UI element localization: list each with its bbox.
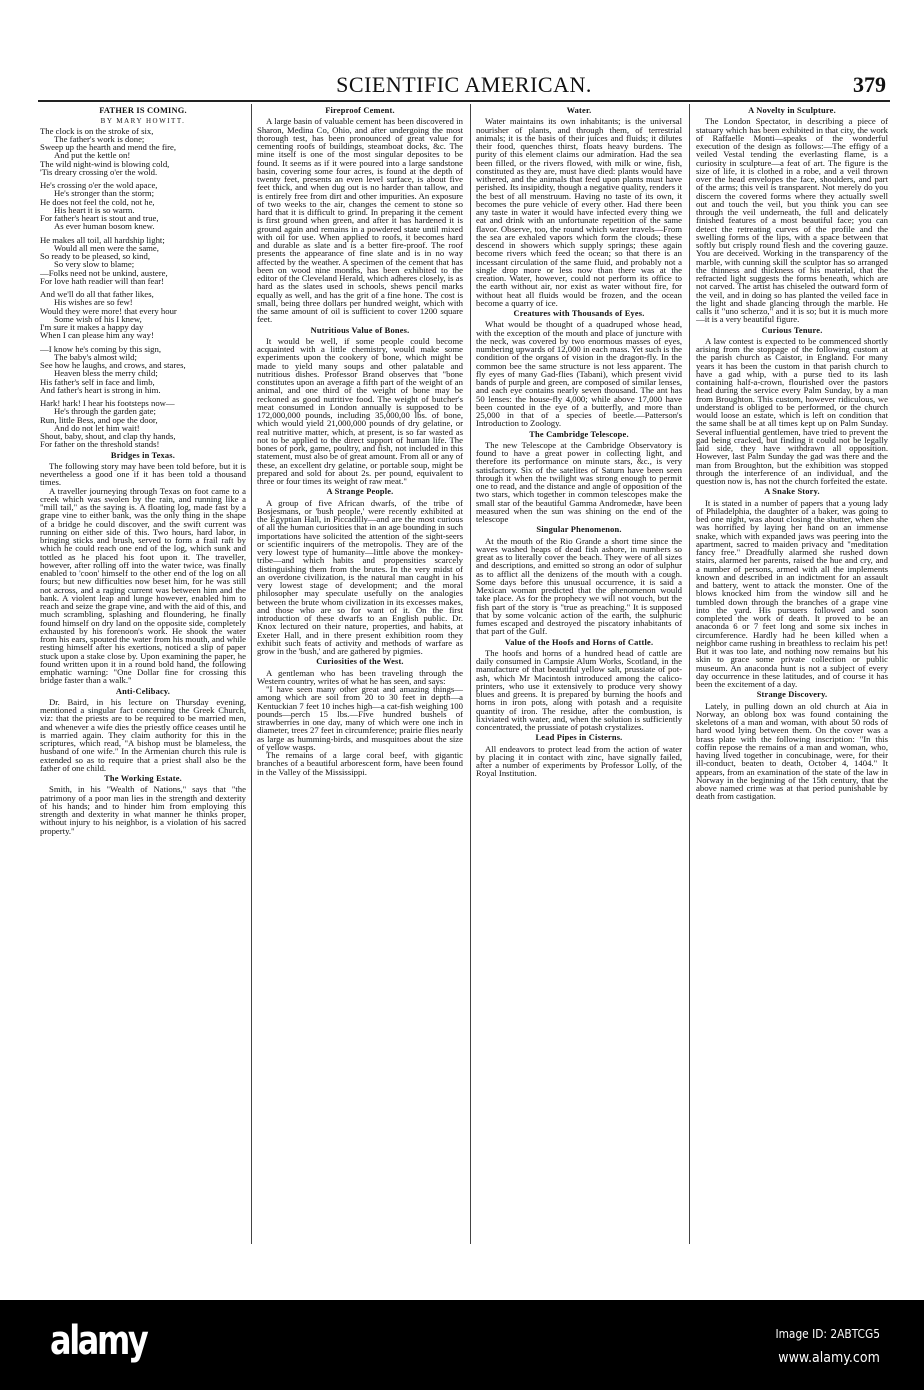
paragraph: Water maintains its own inhabitants; is the universal nourisher of plants, and through them, of terrestrial animals; it is the basis of their juices and fluids; it dilutes their food, quenches thirst, floats heavy burdens. The purity of this element claims our admiration. Had the sea been filled, or the rivers flowed, with milk or wine, fish, constituted as they are, must have died: plants would have withered, and the animals that feed upon plants must have perished. Its insipidity, though a negative quality, renders it the best of all menstruum. Having no taste of its own, it becomes the pure vehicle of every other. Had there been any taste in water it would have infected every thing we eat and drink with an unfortunate repetition of the same flavor. Observe, too, the round which water travels—From the sea are exhaled vapors which form the clouds; these descend in showers which supply springs; these again become rivers which feed the ocean; so that there is an incessant circulation of the same fluid, and probably not a single drop more or less now than there was at the creation. Water, however, could not perform its office to the earth without air, nor exist as water without fire, for without heat all fluids would be frozen, and the ocean become a quarry of ice. (476, 116, 682, 308)
paragraph: The new Telescope at the Cambridge Observatory is found to have a great power in collecting light, and therefore its performance on minute stars, &c., is very satisfactory. Six of the satelites of Saturn have been seen through it when the twilight was strong enough to permit one to read, and the distance and angle of opposition of the two stars, which together in common telescopes make the small star of the beautiful Gamma Andromedæ, have been measured when the sun was shining on the end of the telescope (476, 439, 682, 524)
poem-line: I'm sure it makes a happy day (40, 322, 144, 332)
watermark-footer (0, 1300, 924, 1390)
poem-line: And put the kettle on! (54, 150, 131, 161)
paragraph: A gentleman who has been traveling through the Western country, writes of what he has seen, and says: (257, 667, 463, 686)
article-heading: Singular Phenomenon. (536, 525, 622, 535)
poem-line: He's crossing o'er the wold apace, (40, 180, 158, 190)
poem-line: So very slow to blame; (54, 259, 135, 270)
article-heading: The Working Estate. (104, 774, 182, 783)
paragraph: A large basin of valuable cement has been discovered in Sharon, Medina Co, Ohio, and after undergoing the most thorough test, has been pronounced of great value for cementing roofs of buildings, steamboat docks, &c. The mine itself is one of the most singular deposites to be found. It seems as if it were poured into a large sandstone basin, covering some four acres, is found at the depth of twenty feet, presents an even level surface, is about five feet thick, and when dug out is no harder than tallow, and is entirely free from dirt and other impurities. An exposure of two weeks to the air, changes the cement to stone so hard that it is difficult to grind. In preparing it the cement is first ground when green, and after it has hardened it is ground again and remains in a powdered state until mixed with oil for use. When applied to roofs, it becomes hard and durable as slate and is a better fire-proof. The roof presents the appearance of fine slate and is in no way affected by the weather. A specimen of the cement that has been on wood nine months, has been exhibited to the editor of the Cleveland Herald, which adheres closely, is as hard as the slates used in schools, shews pencil marks equally as well, and has the grit of a fine hone. The cost is small, being three dollars per hundred weight, which with the same amount of oil is sufficient to cover 1200 square feet. (257, 116, 463, 325)
poem-line: The father's work is done; (54, 133, 145, 144)
paragraph: The London Spectator, in describing a piece of statuary which has been exhibited in that city, the work of Raffaelle Monti—speaks of the wonderful execution of the design as follows:—The effigy of a veiled Vestal tending the everlasting flame, is a curiosity in sculpture—a feat of art. The figure is the size of life, it is clothed in a robe, and a veil thrown over the head envelopes the face, shoulders, and part of the arms; this veil is transparent. Not merely do you discern the covered forms where they actually swell out and touch the veil, but you think you can see through the veil underneath, the full and delicately finished features of a most beautiful face; you can detect the retreating curves of the profile and the swelling forms of the lips, with a space between that softly but crisply round flesh and the covering gauze. You are deceived. Working in the transparency of the marble, with cunning skill the sculptor has so arranged the thinness and thickness of his material, that the refracted light suggests the forms beneath, which are not carved. The artist has chiseled the outward form of the veil, and in doing so has planted the veiled face in the light and shade glancing through the marble. He calls it "uno scherzo," and it is so; but it is much more—it is a very beautiful figure. (696, 116, 888, 325)
poem-line: Shout, baby, shout, and clap thy hands, (40, 431, 176, 441)
poem-line: 'Tis dreary crossing o'er the wold. (40, 166, 158, 177)
column-divider (470, 104, 471, 1244)
article-heading: The Cambridge Telescope. (529, 429, 629, 439)
article-heading: Water. (566, 106, 592, 115)
paragraph: A group of five African dwarfs, of the tribe of Bosjesmans, or 'bush people,' were recently exhibited at the Egyptian Hall, in Piccadilly—and are the most curious of all the human curiosities that in an age bounding in such importations have solicited the attention of the sight-seers or scientific inquirers of the metropolis. They are of the very lowest type of humanity—little above the monkey-tribe—and which habits and propensities scarcely distinguishing them from the brutes. In the very midst of an overdone civilization, is the natural man caught in his very lowest stage of development; and the moral philosopher may speculate usefully on the analogies between the brute whom civilization in its excesses makes, and those who are so for want of it. On the first introduction of these dwarfs to an English public. Dr. Knox lectured on their nature, properties, and habits, at Exeter Hall, and in there present exhibition room they exhibit such feats of activity and methods of warfare as grow in the 'bush,' and are gathered by pigmies. (257, 497, 463, 656)
poem-line: Run, little Bess, and ope the door, (40, 414, 158, 425)
article-heading: A Snake Story. (764, 487, 820, 497)
poem-line: He's stronger than the storm; (54, 188, 155, 199)
article-heading: Anti-Celibacy. (115, 686, 171, 696)
poem-line: And father's heart is strong in him. (40, 384, 161, 395)
article-heading: Fireproof Cement. (325, 106, 395, 115)
poem-line: The baby's almost wild; (54, 351, 137, 362)
poem-line: And we'll do all that father likes, (40, 289, 154, 299)
article-heading: Nutritious Value of Bones. (310, 325, 410, 335)
paragraph: The hoofs and horns of a hundred head of cattle are daily consumed in Campsie Alum Works, Scotland, in the manufacture of that beautiful yellow salt, prussiate of pot-ash, which Mr Macintosh introduced among the calico-printers, who use it extensively to produce very showy blues and greens. It is prepared by burning the hoofs and horns in iron pots, along with potash and a requisite quantity of iron. The residue, after the combustion, is lixiviated with water, and, when the solution is sufficiently concentrated, the prussiate of potash crystalizes. (476, 647, 682, 732)
masthead-rule (38, 100, 890, 102)
poem-line: So ready to be pleased, so kind, (40, 251, 151, 261)
article-heading: Strange Discovery. (756, 690, 828, 700)
paragraph: Dr. Baird, in his lecture on Thursday evening, mentioned a singular fact concerning the Greek Church, viz: that the priests are to be required to be married men, and whenever a wife dies the priestly office ceases until he is married again. They claim authority for this in the scriptures, which read, "A bishop must be blameless, the husband of one wife." In the Armenian church this rule is extended so as to require that a priest shall also be the father of one child. (40, 696, 246, 773)
poem-line: His father's self in face and limb, (40, 376, 155, 387)
column-divider (689, 104, 690, 1244)
poem-line: For love hath readier will than fear! (40, 275, 164, 286)
article-heading: Curious Tenure. (761, 325, 823, 335)
poem-line: Would all men were the same, (54, 242, 159, 253)
paragraph: What would be thought of a quadruped whose head, with the exception of the mouth and place of juncture with the neck, was covered by two enormous masses of eyes, numbering upwards of 12,000 in each mass. Yet such is the condition of the organs of vision in the dragon-fly. In the common bee the same structure is not less apparent. The fly eyes of many Gad-flies (Tabani), which present vivid bands of purple and green, are composed of similar lenses, and each eye contains nearly seven thousand. The ant has 50 lenses: the house-fly 4,000; while above 17,000 have been counted in the eye of a butterfly, and more than 25,000 in that of a species of beetle.—Patterson's Introduction to Zoology. (476, 319, 682, 429)
poem-line: He does not feel the cold, not he, (40, 196, 155, 207)
article-heading: Curiosities of the West. (316, 657, 404, 667)
column-2 (257, 104, 463, 1249)
byline: BY MARY HOWITT. (100, 117, 186, 126)
paragraph: It would be well, if some people could become acquainted with a little chemistry, would make some experiments upon the cookery of bone, which might be made to yield many soups and other palatable and nutritious dishes. Professor Brand observes that "bone constitutes upon an average a fifth part of the weight of an animal, and one third of the weight of bone may be reckoned as good nutritive food. The weight of butcher's meat consumed in London annually is supposed to be 172,000,000 pounds, including 35,000,00 lbs. of bone, which would yield 21,000,000 pounds of dry gelatine, or real nutritive matter, which, at present, is so far wasted as not to be applied to the direct support of human life. The bones of pork, game, poultry, and fish, not included in this statement, must also be of great amount. From all or any of these, an excellent dry gelatine, or portable soup, might be prepared and sold for about 2s. per pound, equivalent to three or four times its weight of raw meat." (257, 335, 463, 486)
poem-line: For father's heart is stout and true, (40, 213, 159, 223)
image-id-label: Image ID: 2ABTCG5 (775, 1326, 880, 1341)
article-heading: Creatures with Thousands of Eyes. (513, 309, 645, 318)
poem-line: —I know he's coming by this sign, (40, 343, 162, 354)
poem-line: The clock is on the stroke of six, (40, 125, 154, 136)
site-url: www.alamy.com (778, 1350, 880, 1366)
article-heading: FATHER IS COMING. (99, 106, 187, 115)
poem-line: He makes all toil, all hardship light; (40, 234, 165, 245)
poem-line: —Folks need not be unkind, austere, (40, 267, 168, 278)
poem-line: His heart it is so warm. (54, 204, 135, 215)
paragraph: A law contest is expected to be commenced shortly arising from the stoppage of the following custom at the parish church as Caistor, in England. For many years it has been the custom in that parish church to have a gad whip, with a purse tied to its lash containing half-a-crown, flourished over the pastors head during the service every Palm Sunday, by a man from Broughton. This custom, however ridiculous, we understand is obliged to be performed, or the church would loose an estate, which is left on condition that the same shall be at all times kept up on Palm Sunday. Several influential gentlemen, have tried to prevent the gad being cracked, but finding it could not be legally laid side, they have withdrawn all opposition. However, last Palm Sunday the gad was there and the man from Broughton, but the exhibition was stopped through the interference of an individual, and the question now is, has not the church forfeited the estate. (696, 335, 888, 486)
paragraph: At the mouth of the Rio Grande a short time since the waves washed heaps of dead fish ashore, in numbers so great as to literally cover the beach. They were of all sizes and descriptions, and emitted so strong an odor of sulphur as to afflict all the denizens of the mouth with a cough. Some days before this unusual occurrence, it is said a Mexican woman predicted that the phenomenon would take place. As for the prophecy we will not vouch, but the fish part of the story is "true as preaching." It is supposed that by some volcanic action of the earth, the sulphuric fumes escaped and destroyed the piscatory inhabitants of that part of the Gulf. (476, 535, 682, 637)
poem-line: The wild night-wind is blowing cold, (40, 158, 170, 169)
poem-line: Heaven bless the merry child; (54, 368, 158, 379)
poem-line: Would they were more! that every hour (40, 305, 177, 316)
poem-line: He's through the garden gate; (54, 406, 156, 417)
paragraph: The following story may have been told before, but it is nevertheless a good one if it has been told a thousand times. (40, 460, 246, 488)
article-heading: Bridges in Texas. (110, 450, 176, 460)
page-number: 379 (853, 72, 886, 97)
column-divider (251, 104, 252, 1244)
paragraph: A traveller journeying through Texas on foot came to a creek which was swolen by the rain, and running like a "mill tail," as the saying is. A floating log, made fast by a grape vine to either bank, was the only thing in the shape of a bridge he could discover, and the swift current was running on either side of this. Two hours, hard labor, in bringing sticks and brush, served to form a frail raft by which he could reach one end of the log, which sunk and tottled as he placed his foot upon it. The traveller, however, after rolling off into the water twice, was finally enabled to 'coon' himself to the other end of the log on all fours; but new difficulties now beset him, for he was still not across, and a raging current was between him and the bank. A violent leap and lunge however, enabled him to reach and seize the grape vine, and with the aid of this, and much scrambling, splashing and floundering, he finally found himself on dry land on the opposite side, completely exhausted by his forenoon's work. He shook the water from his ears, spouted the water from his mouth, and while resting himself after his exertions, noticed a slip of paper stuck upon a stake close by. Upon examining the paper, he found written upon it in a round bold hand, the following emphatic warning: "One Dollar fine for crossing this bridge faster than a walk." (40, 485, 246, 686)
paragraph: "I have seen many other great and amazing things—among which are soil from 20 to 30 feet in depth—a Kentuckian 7 feet 10 inches high—a cat-fish weighing 100 pounds—perch 15 lbs.—Five hundred bushels of strawberries in one day, many of which were one inch in diameter, trees 27 feet in circumference; prairie flies nearly as large as humming-birds, and musquitoes about the size of yellow wasps. (257, 684, 463, 752)
poem-line: Some wish of his I knew, (54, 313, 142, 324)
poem-line: Hark! hark! I hear his footsteps now— (40, 398, 175, 408)
masthead (38, 72, 890, 100)
poem-line: His wishes are so few! (54, 297, 133, 308)
paragraph: All endeavors to protect lead from the action of water by placing it in contact with zinc, have signally failed, after a number of experiments by Professor Lolly, of the Royal Institution. (476, 743, 682, 779)
article-heading: A Novelty in Sculpture. (748, 106, 836, 115)
poem-line: When I can please him any way! (40, 330, 154, 341)
article-heading: Lead Pipes in Cisterns. (535, 733, 623, 743)
article-heading: A Strange People. (326, 487, 394, 497)
poem-line: And do not let him wait! (54, 422, 140, 433)
poem-line: For father on the threshold stands! (40, 439, 160, 450)
paragraph: The remains of a large coral beef, with gigantic branches of a beautiful arborescent form, have been found in the Valley of the Mississippi. (257, 750, 463, 777)
paragraph: It is stated in a number of papers that a young lady of Philadelphia, the daughter of a baker, was going to bed one night, was about closing the shutter, when she was horrified by laying her hand on an immense snake, which with expanded jaws was peering into the apartment, sacred to maiden privacy and "meditation fancy free." Dreadfully alarmed she rushed down stairs, alarmed her parents, raised the hue and cry, and a number of persons, armed with all the implements known and described in an indictment for an assault and battery, went to attack the monster. One of the blows knocked him from the window sill and he tumbled down through the branches of a grape vine into the yard. His pursuers followed and soon completed the work of death. It proved to be an anaconda 6 or 7 feet long and some six inches in circumference. Hardly had he been killed when a neighbor came rushing in breathless to reclaim his pet! But it was too late, and nothing now remains but his skin to grace some private collection or public museum. An anaconda hunt is not a subject of every day occurrence in these latitudes, and of course it has been the excitement of a day. (696, 497, 888, 689)
column-4 (696, 104, 888, 1249)
column-3 (476, 104, 682, 1249)
poem-line: See how he laughs, and crows, and stares, (40, 360, 186, 370)
paragraph: Smith, in his "Wealth of Nations," says that "the patrimony of a poor man lies in the strength and dexterity of his hands; and to hinder him from employing this strength and dexterity in what manner he thinks proper, without injury to his neighbor, is a violation of his sacred property." (40, 784, 246, 836)
paragraph: Lately, in pulling down an old church at Aia in Norway, an oblong box was found containing the skeletons of a man and woman, with about 50 rods of hard wood lying between them. On the cover was a brass plate with the following inscription: "In this coffin repose the remains of a man and woman, who, having lived together in concubinage, were, for their ill-conduct, beaten to death, October 4, 1404." It appears, from an examination of the state of the law in Norway in the beginning of the 15th century, that the above named crime was at that period punishable by death from castigation. (696, 700, 888, 802)
poem-line: Sweep up the hearth and mend the fire, (40, 142, 177, 152)
poem-line: As ever human bosom knew. (54, 221, 155, 232)
article-heading: Value of the Hoofs and Horns of Cattle. (504, 637, 654, 647)
alamy-logo: alamy (50, 1318, 147, 1364)
column-1 (40, 104, 246, 1249)
newspaper-title: SCIENTIFIC AMERICAN. (336, 72, 592, 97)
